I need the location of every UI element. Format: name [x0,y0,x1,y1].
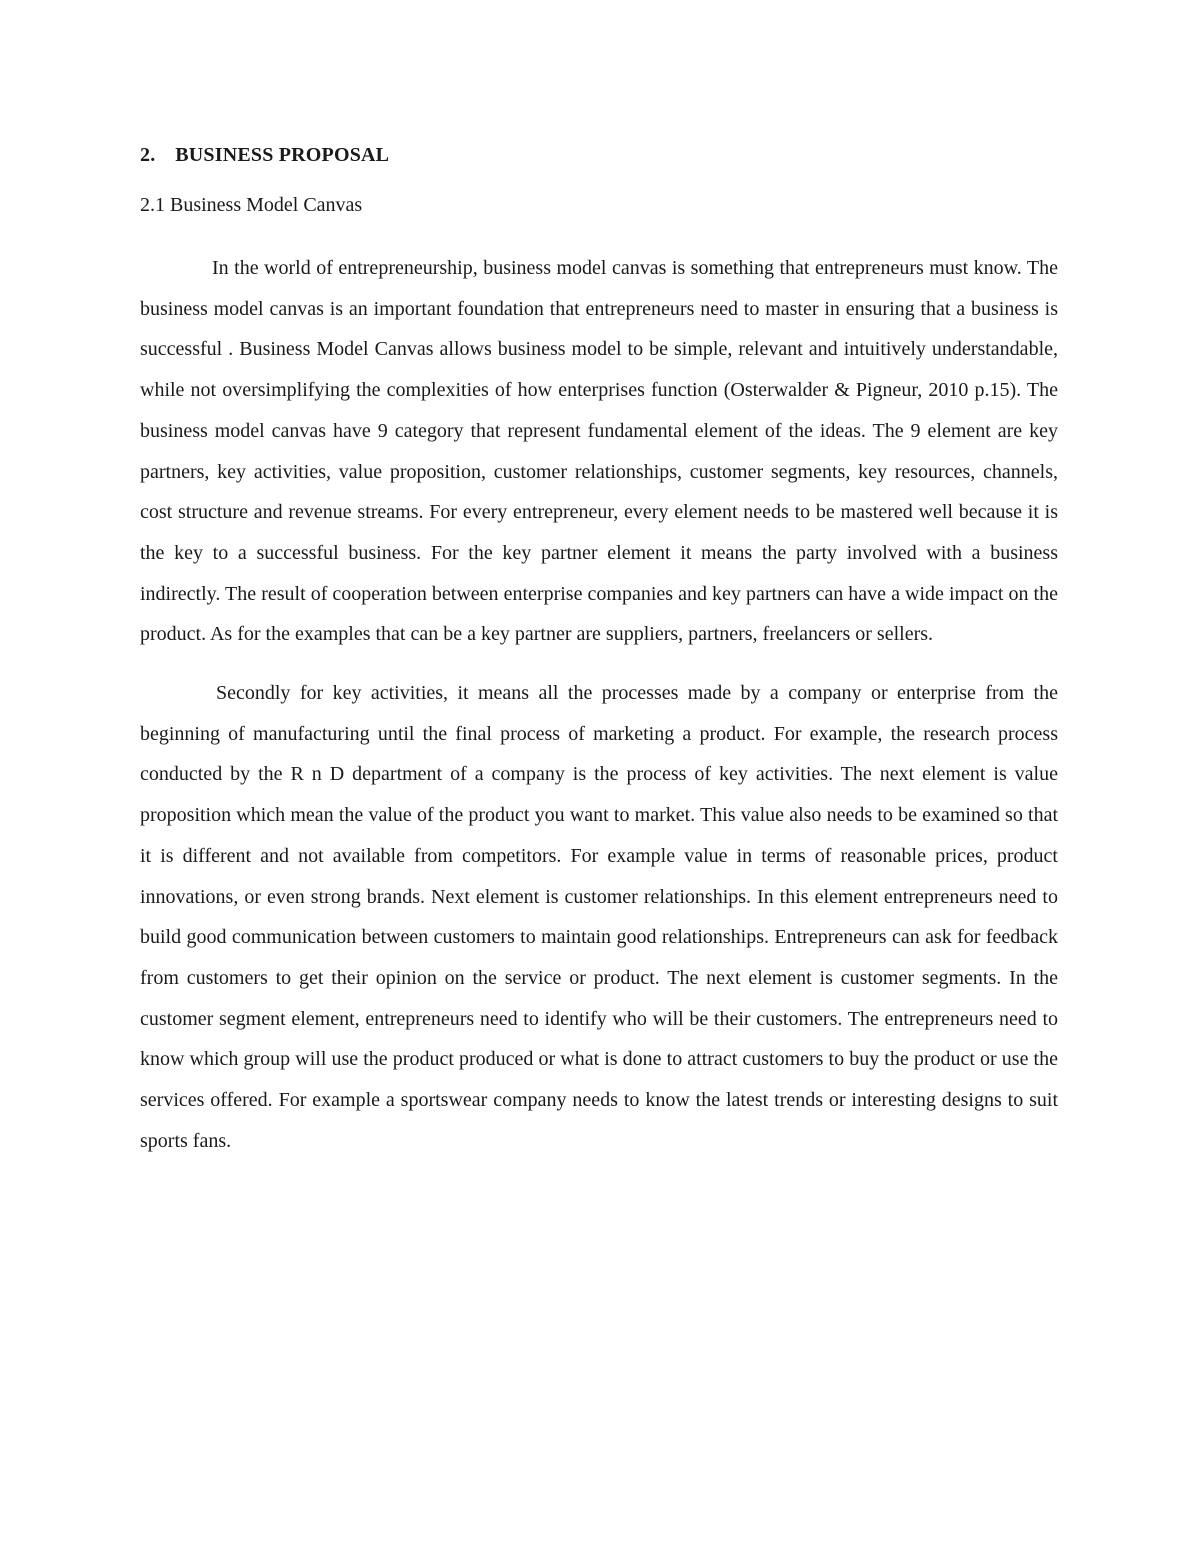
document-page [140,140,1058,1161]
body-paragraph-2: Secondly for key activities, it means all the processes made by a company or enterprise from the beginning of manufacturing until the final process of marketing a product. For example, the research process conducted by the R n D department of a company is the process of key activities. The next element is value proposition which mean the value of the product you want to market. This value also needs to be examined so that it is different and not available from competitors. For example value in terms of reasonable prices, product innovations, or even strong brands. Next element is customer relationships. In this element entrepreneurs need to build good communication between customers to maintain good relationships. Entrepreneurs can ask for feedback from customers to get their opinion on the service or product. The next element is customer segments. In the customer segment element, entrepreneurs need to identify who will be their customers. The entrepreneurs need to know which group will use the product produced or what is done to attract customers to buy the product or use the services offered. For example a sportswear company needs to know the latest trends or interesting designs to suit sports fans. [140,682,1058,1152]
section-title: BUSINESS PROPOSAL [175,144,390,166]
subsection-heading: 2.1 Business Model Canvas [140,194,363,216]
section-heading [140,140,1058,170]
section-number: 2. [140,144,156,166]
body-paragraph-1: In the world of entrepreneurship, business model canvas is something that entrepreneurs must know. The business model canvas is an important foundation that entrepreneurs need to master in ensuring that a business is successful . Business Model Canvas allows business model to be simple, relevant and intuitively understandable, while not oversimplifying the complexities of how enterprises function (Osterwalder & Pigneur, 2010 p.15). The business model canvas have 9 category that represent fundamental element of the ideas. The 9 element are key partners, key activities, value proposition, customer relationships, customer segments, key resources, channels, cost structure and revenue streams. For every entrepreneur, every element needs to be mastered well because it is the key to a successful business. For the key partner element it means the party involved with a business indirectly. The result of cooperation between enterprise companies and key partners can have a wide impact on the product. As for the examples that can be a key partner are suppliers, partners, freelancers or sellers. [140,257,1058,646]
